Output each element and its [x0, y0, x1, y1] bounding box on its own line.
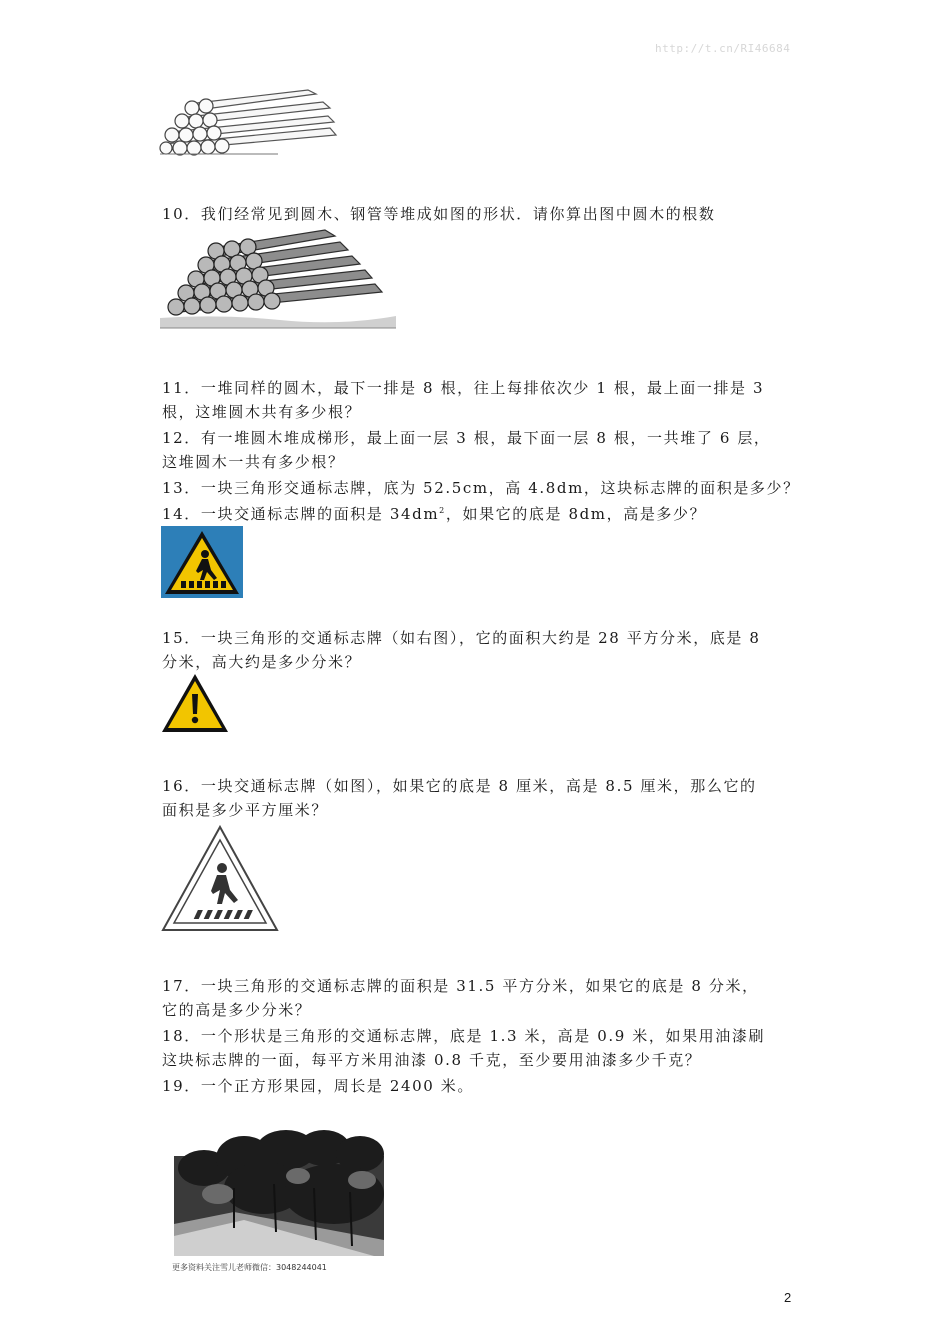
pedestrian-crossing-outline-sign — [160, 824, 280, 934]
pedestrian-crossing-sign — [161, 526, 243, 598]
watermark: http://t.cn/RI46684 — [655, 42, 791, 55]
question-15-line1: 15．一块三角形的交通标志牌（如右图），它的面积大约是 28 平方分米，底是 8 — [162, 629, 761, 647]
orchard-photo — [174, 1128, 384, 1256]
log-pile-image — [160, 224, 396, 332]
question-16-line1: 16．一块交通标志牌（如图），如果它的底是 8 厘米，高是 8.5 厘米，那么它的 — [162, 777, 757, 795]
question-14-text-end: ，如果它的底是 8dm，高是多少？ — [445, 505, 707, 523]
question-14 — [162, 502, 802, 526]
question-17-line1: 17．一块三角形的交通标志牌的面积是 31.5 平方分米，如果它的底是 8 分米， — [162, 977, 759, 995]
question-16-line2: 面积是多少平方厘米？ — [162, 801, 329, 819]
log-pile-image-top — [158, 80, 338, 160]
page-number: 2 — [784, 1290, 792, 1305]
footer-note: 更多资料关注雪儿老师微信：3048244041 — [172, 1263, 327, 1272]
question-11-line1: 11．一堆同样的圆木，最下一排是 8 根，往上每排依次少 1 根，最上面一排是 3 — [162, 379, 765, 397]
question-12-line2: 这堆圆木一共有多少根？ — [162, 453, 345, 471]
warning-exclamation-sign — [160, 672, 230, 734]
question-15-line2: 分米，高大约是多少分米？ — [162, 653, 362, 671]
question-14-text: 14．一块交通标志牌的面积是 34dm — [162, 505, 440, 523]
question-18-line2: 这块标志牌的一面，每平方米用油漆 0.8 千克，至少要用油漆多少千克？ — [162, 1051, 702, 1069]
question-12-line1: 12．有一堆圆木堆成梯形，最上面一层 3 根，最下面一层 8 根，一共堆了 6 层， — [162, 429, 771, 447]
question-13: 13．一块三角形交通标志牌，底为 52.5cm，高 4.8dm，这块标志牌的面积是多少？ — [162, 479, 800, 497]
question-17-line2: 它的高是多少分米？ — [162, 1001, 312, 1019]
question-18-line1: 18．一个形状是三角形的交通标志牌，底是 1.3 米，高是 0.9 米，如果用油漆刷 — [162, 1027, 766, 1045]
question-19: 19．一个正方形果园，周长是 2400 米。 — [162, 1077, 474, 1095]
question-10: 10．我们经常见到圆木、钢管等堆成如图的形状．请你算出图中圆木的根数 — [162, 205, 716, 223]
question-11-line2: 根，这堆圆木共有多少根？ — [162, 403, 362, 421]
superscript: 2 — [439, 506, 446, 515]
